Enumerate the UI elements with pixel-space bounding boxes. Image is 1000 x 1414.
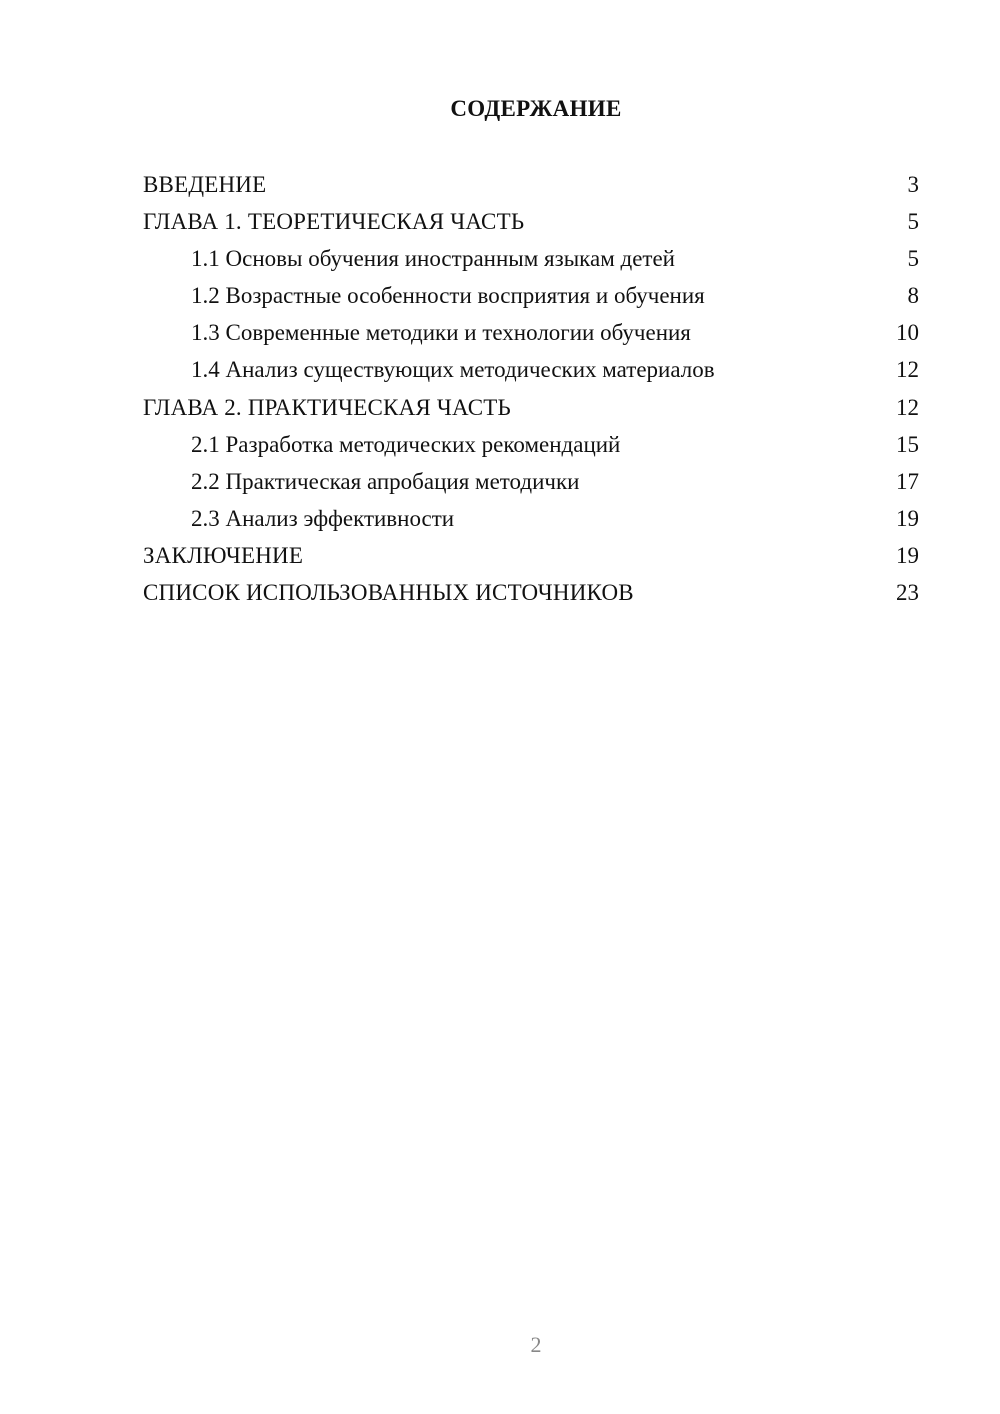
toc-entry-label: 2.1 Разработка методических рекомендаций <box>191 431 621 457</box>
toc-entry-label: 1.2 Возрастные особенности восприятия и обучения <box>191 283 705 309</box>
toc-entry-chapter-1[interactable] <box>143 203 919 240</box>
toc-entry-conclusion[interactable] <box>143 537 919 574</box>
toc-entry-page: 5 <box>907 209 919 235</box>
toc-entry-label: СПИСОК ИСПОЛЬЗОВАННЫХ ИСТОЧНИКОВ <box>143 580 634 606</box>
toc-entry-references[interactable] <box>143 574 919 611</box>
toc-entry-page: 17 <box>896 468 919 494</box>
toc-entry-section-1-2[interactable] <box>143 277 919 314</box>
toc-entry-chapter-2[interactable] <box>143 389 919 426</box>
toc-entry-label: 1.3 Современные методики и технологии обучения <box>191 320 691 346</box>
toc-entry-label: ГЛАВА 2. ПРАКТИЧЕСКАЯ ЧАСТЬ <box>143 394 511 420</box>
toc-entry-label: ВВЕДЕНИЕ <box>143 172 267 197</box>
toc-entry-label: ЗАКЛЮЧЕНИЕ <box>143 542 304 568</box>
toc-entry-page: 19 <box>896 505 919 531</box>
toc-entry-page: 8 <box>907 283 919 309</box>
toc-entry-section-1-1[interactable] <box>143 240 919 277</box>
page-number: 2 <box>530 1332 542 1357</box>
toc-entry-section-2-3[interactable] <box>143 500 919 537</box>
toc-entry-page: 3 <box>907 172 919 197</box>
toc-entry-label: ГЛАВА 1. ТЕОРЕТИЧЕСКАЯ ЧАСТЬ <box>143 209 525 235</box>
toc-entry-label: 2.3 Анализ эффективности <box>191 505 455 531</box>
toc-entry-page: 10 <box>896 320 919 346</box>
toc-entry-page: 5 <box>907 246 919 272</box>
toc-entry-label: 2.2 Практическая апробация методички <box>191 468 580 494</box>
toc-entry-page: 23 <box>896 580 919 606</box>
toc-entry-section-1-3[interactable] <box>143 314 919 351</box>
toc-entry-page: 12 <box>896 357 919 383</box>
toc-entry-introduction[interactable] <box>143 166 919 203</box>
toc-entry-label: 1.4 Анализ существующих методических материалов <box>191 357 715 383</box>
toc-entry-page: 12 <box>896 394 919 420</box>
toc-title: СОДЕРЖАНИЕ <box>450 96 622 121</box>
table-of-contents <box>143 166 919 611</box>
toc-entry-label: 1.1 Основы обучения иностранным языкам детей <box>191 246 675 272</box>
toc-entry-page: 19 <box>896 542 919 568</box>
toc-entry-section-1-4[interactable] <box>143 351 919 388</box>
toc-entry-page: 15 <box>896 431 919 457</box>
toc-entry-section-2-2[interactable] <box>143 463 919 500</box>
toc-entry-section-2-1[interactable] <box>143 426 919 463</box>
